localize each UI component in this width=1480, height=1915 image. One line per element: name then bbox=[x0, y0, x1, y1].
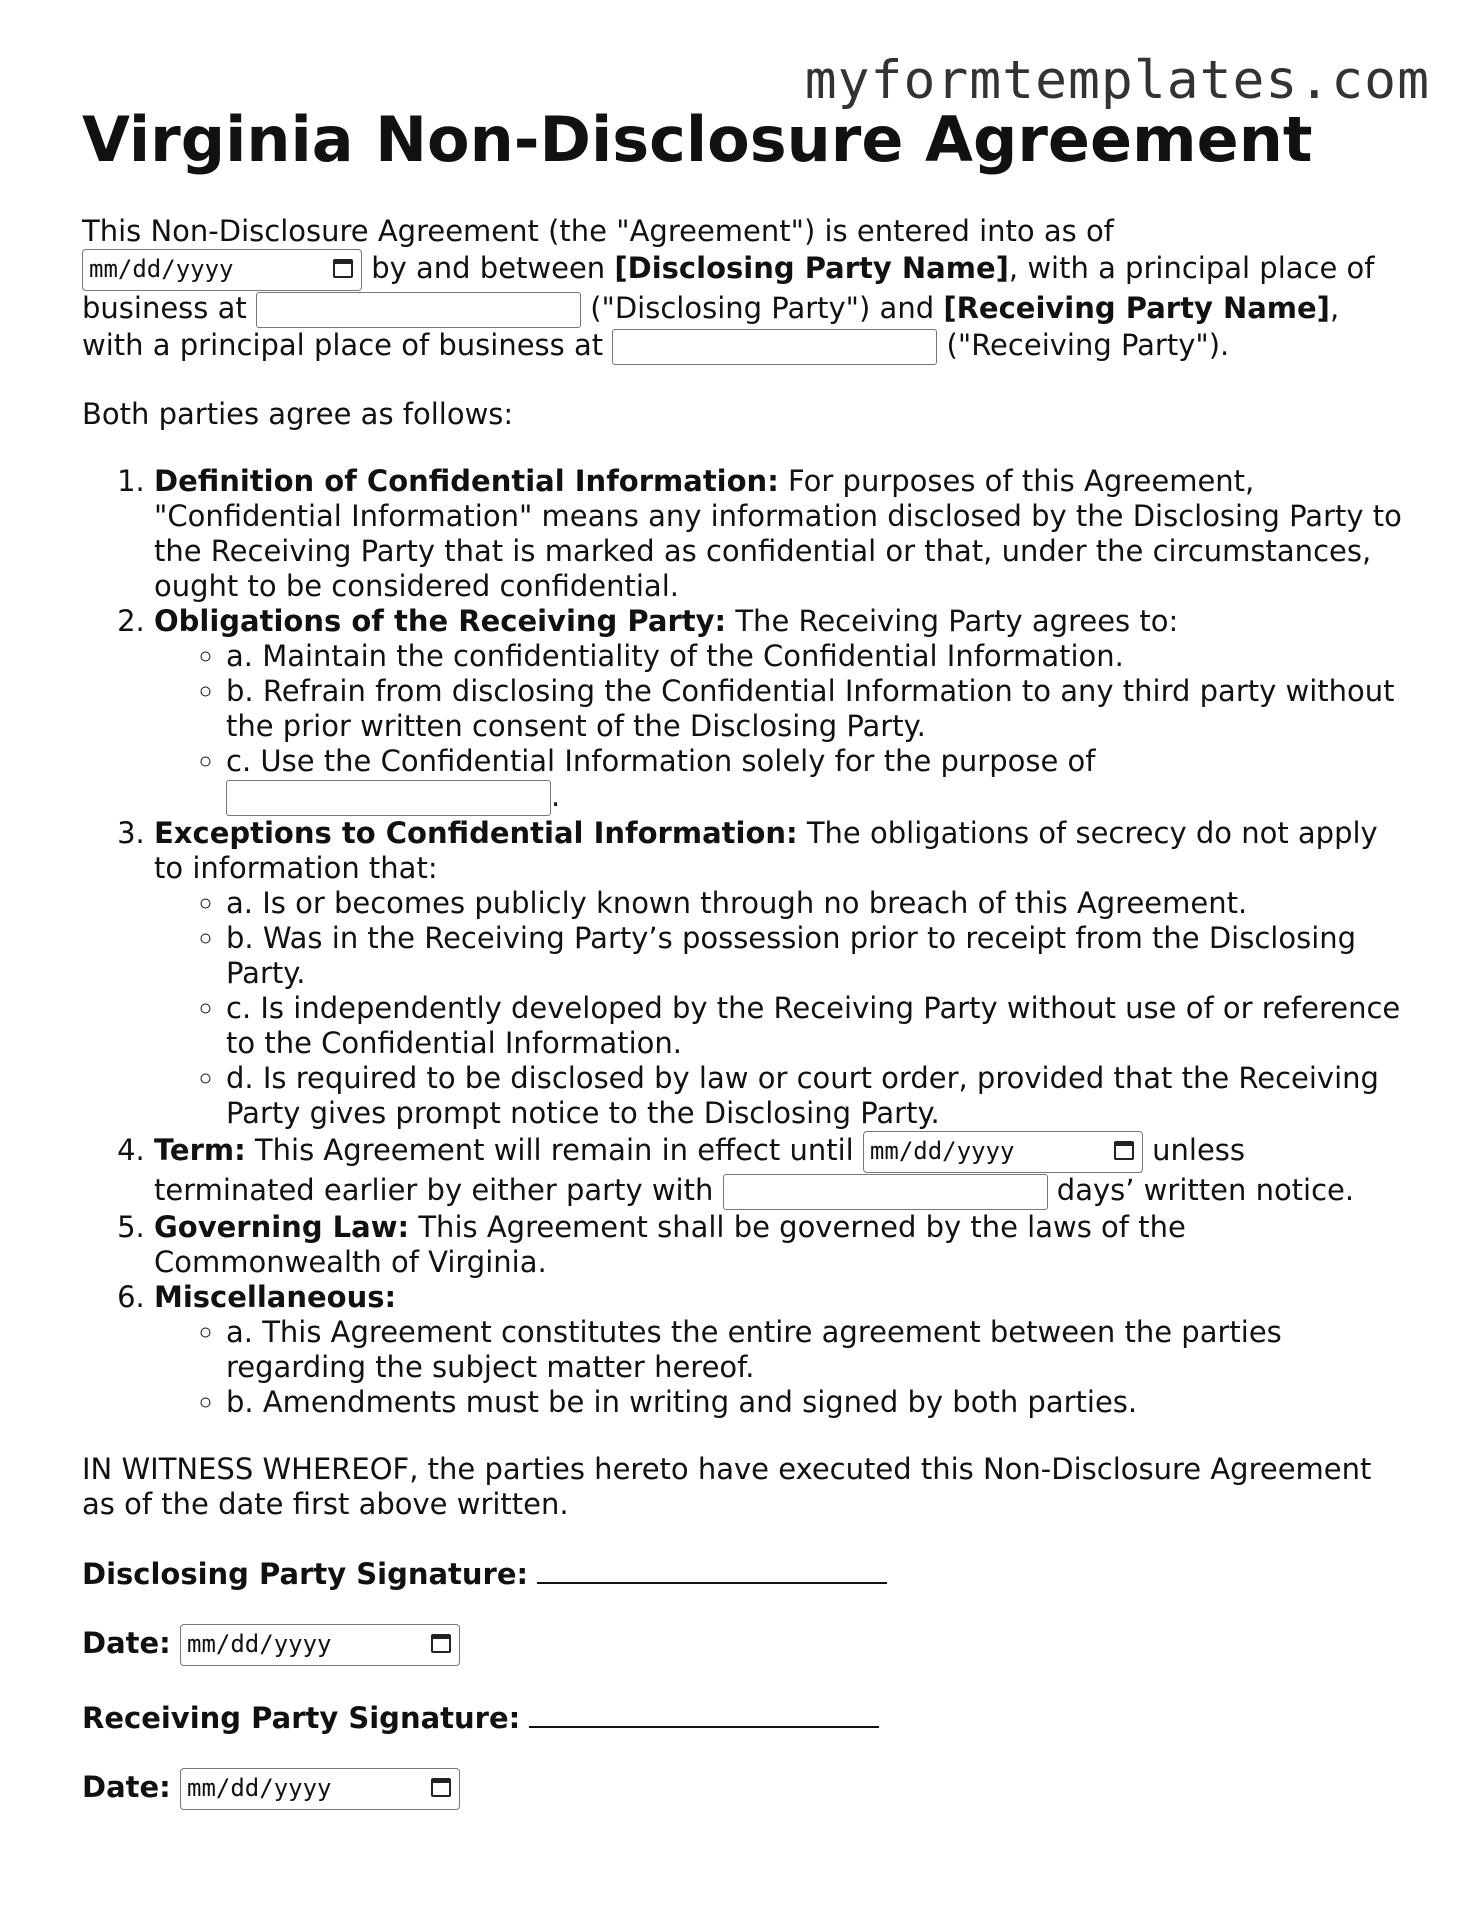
intro-text-6: ("Receiving Party"). bbox=[937, 328, 1230, 362]
section-text: This Agreement shall be governed by the laws of the Commonwealth of Virginia. bbox=[154, 1210, 1186, 1279]
term-date-placeholder: mm/dd/yyyy bbox=[869, 1137, 1015, 1165]
list-item: ◦ a. Maintain the confidentiality of the Confidential Information. bbox=[226, 639, 1402, 674]
list-item bbox=[226, 744, 1402, 816]
witness-statement: IN WITNESS WHEREOF, the parties hereto have executed this Non-Disclosure Agreement as of the date first above written. bbox=[82, 1452, 1372, 1521]
intro-paragraph bbox=[82, 214, 1402, 365]
calendar-icon[interactable] bbox=[431, 1634, 451, 1653]
calendar-icon[interactable] bbox=[1114, 1141, 1134, 1160]
list-item: ◦ a. Is or becomes publicly known through no breach of this Agreement. bbox=[226, 886, 1402, 921]
disclosing-party-name: [Disclosing Party Name] bbox=[614, 251, 1009, 285]
calendar-icon[interactable] bbox=[333, 259, 353, 278]
terms-list bbox=[82, 464, 1402, 1420]
exceptions-list bbox=[154, 886, 1402, 1131]
receiving-date-input[interactable] bbox=[180, 1768, 460, 1810]
section-text: The obligations of secrecy do not apply to information that: bbox=[154, 816, 1378, 885]
disclosing-date-row bbox=[82, 1624, 1402, 1666]
term-text-3: days’ written notice. bbox=[1047, 1173, 1355, 1207]
obligations-list bbox=[154, 639, 1402, 816]
term-text-2: unless terminated earlier by either party with bbox=[154, 1133, 1246, 1207]
receiving-date-row bbox=[82, 1768, 1402, 1810]
receiving-signature-line[interactable] bbox=[529, 1698, 879, 1728]
section-heading: Definition of Confidential Information: bbox=[154, 464, 779, 498]
list-item: ◦ b. Amendments must be in writing and signed by both parties. bbox=[226, 1385, 1402, 1420]
purpose-text: c. Use the Confidential Information solely for the purpose of bbox=[226, 744, 1096, 778]
section-heading: Obligations of the Receiving Party: bbox=[154, 604, 727, 638]
date-label: Date: bbox=[82, 1770, 171, 1804]
section-heading: Miscellaneous: bbox=[154, 1280, 397, 1314]
receiving-signature-label: Receiving Party Signature: bbox=[82, 1701, 521, 1735]
date-label: Date: bbox=[82, 1626, 171, 1660]
intro-text-5: , with a principal place of business at bbox=[82, 291, 1340, 362]
section-heading: Governing Law: bbox=[154, 1210, 410, 1244]
miscellaneous-list bbox=[154, 1315, 1402, 1420]
disclosing-signature-line[interactable] bbox=[537, 1554, 887, 1584]
list-item: ◦ a. This Agreement constitutes the entire agreement between the parties regarding the subject matter hereof. bbox=[226, 1315, 1402, 1385]
term-end-date-input[interactable] bbox=[863, 1131, 1143, 1173]
receiving-signature-row bbox=[82, 1698, 1402, 1736]
disclosing-signature-label: Disclosing Party Signature: bbox=[82, 1557, 529, 1591]
agree-statement: Both parties agree as follows: bbox=[82, 397, 514, 431]
notice-days-input[interactable] bbox=[723, 1174, 1048, 1210]
section-miscellaneous bbox=[154, 1280, 1402, 1420]
section-text: The Receiving Party agrees to: bbox=[726, 604, 1179, 638]
section-text: For purposes of this Agreement, "Confidential Information" means any information disclosed by the Disclosing Party to the Receiving Party that is marked as confidential or that, under the circumstances, ought to be considered confidential. bbox=[154, 464, 1402, 603]
list-item: ◦ b. Was in the Receiving Party’s possession prior to receipt from the Disclosing Party. bbox=[226, 921, 1402, 991]
page-title: Virginia Non-Disclosure Agreement bbox=[82, 103, 1313, 176]
date-placeholder: mm/dd/yyyy bbox=[187, 1630, 332, 1658]
receiving-party-name: [Receiving Party Name] bbox=[943, 291, 1330, 325]
document-body bbox=[82, 100, 1402, 1842]
list-item: ◦ c. Is independently developed by the Receiving Party without use of or reference to the Confidential Information. bbox=[226, 991, 1402, 1061]
intro-text-3: , with a principal place of business at bbox=[82, 251, 1375, 325]
list-item: ◦ b. Refrain from disclosing the Confidential Information to any third party without the prior written consent of the Disclosing Party. bbox=[226, 674, 1402, 744]
date-placeholder: mm/dd/yyyy bbox=[187, 1774, 332, 1802]
receiving-address-input[interactable] bbox=[612, 329, 937, 365]
section-exceptions bbox=[154, 816, 1402, 1131]
section-heading: Term: bbox=[154, 1133, 246, 1167]
intro-text-2: by and between bbox=[362, 251, 615, 285]
agreement-date-placeholder: mm/dd/yyyy bbox=[89, 255, 234, 283]
section-governing-law bbox=[154, 1210, 1402, 1280]
section-obligations bbox=[154, 604, 1402, 816]
section-confidential-definition bbox=[154, 464, 1402, 604]
intro-text-1: This Non-Disclosure Agreement (the "Agreement") is entered into as of bbox=[82, 214, 1114, 248]
purpose-end: . bbox=[551, 779, 561, 813]
calendar-icon[interactable] bbox=[431, 1778, 451, 1797]
section-term bbox=[154, 1131, 1402, 1210]
term-text-1: This Agreement will remain in effect until bbox=[245, 1133, 863, 1167]
list-item: ◦ d. Is required to be disclosed by law or court order, provided that the Receiving Party gives prompt notice to the Disclosing Party. bbox=[226, 1061, 1402, 1131]
section-heading: Exceptions to Confidential Information: bbox=[154, 816, 798, 850]
disclosing-signature-row bbox=[82, 1554, 1402, 1592]
disclosing-address-input[interactable] bbox=[256, 292, 581, 328]
purpose-input[interactable] bbox=[226, 780, 551, 816]
intro-text-4: ("Disclosing Party") and bbox=[580, 291, 944, 325]
watermark: myformtemplates.com bbox=[804, 50, 1430, 111]
disclosing-date-input[interactable] bbox=[180, 1624, 460, 1666]
agreement-date-input[interactable] bbox=[82, 249, 362, 291]
